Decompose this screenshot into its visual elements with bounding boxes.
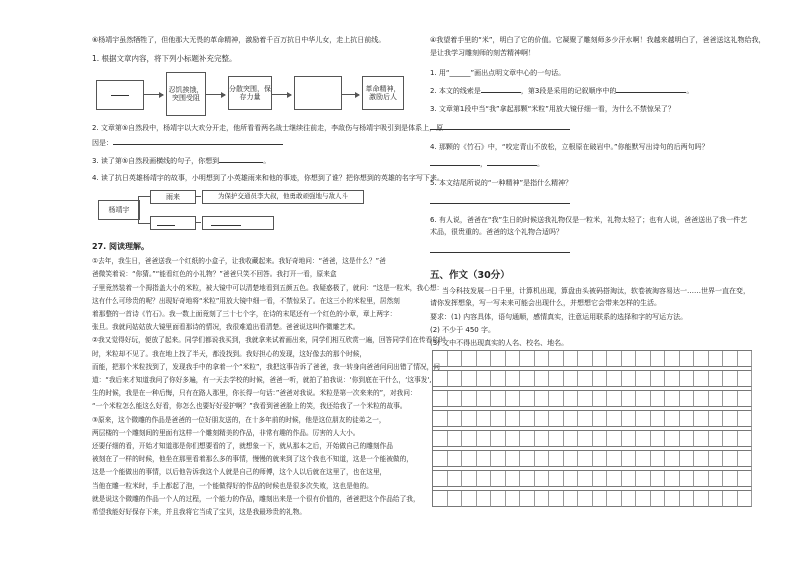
passage-line: 这是一个能做出的事情，以后他告诉我这个人就是自己的师傅，这个人以后就在这里了，也在这里， [92, 468, 387, 477]
grid-cell[interactable] [535, 451, 550, 467]
right-question-4: 4. 那颗的《竹石》中，“咬定青山不放松，立根原在破岩中。”你能默写出诗句的后两句吗？ [430, 142, 709, 151]
grid-row [433, 391, 752, 407]
passage-line: 还要仔细的看，开始才知道那是你们想要看的了，就想象一下，就从那本之后，开始做自己的雕刻作品 [92, 442, 393, 451]
grid-cell[interactable] [694, 431, 709, 447]
grid-cell[interactable] [651, 431, 666, 447]
grid-cell[interactable] [506, 431, 521, 447]
grid-cell[interactable] [578, 411, 593, 427]
grid-cell[interactable] [506, 411, 521, 427]
grid-cell[interactable] [665, 471, 680, 487]
hero-box-story-blank [202, 216, 274, 230]
grid-cell[interactable] [549, 411, 564, 427]
grid-cell[interactable] [709, 431, 724, 447]
grid-cell[interactable] [636, 411, 651, 427]
grid-cell[interactable] [462, 491, 477, 507]
composition-requirement-3: (3) 文中不得出现真实的人名、校名、地名。 [430, 338, 569, 347]
passage-paragraph-4-line-2: 是让我学习雕刻师的刻苦精神啊！ [430, 49, 535, 58]
composition-writing-grid[interactable] [432, 350, 752, 507]
flow-arrow-3 [271, 94, 291, 95]
left-questions [92, 124, 444, 183]
grid-cell[interactable] [564, 351, 579, 367]
composition-prompt-line-2: 请你发挥想象，写一写未来可能会出现什么，并想想它会带来怎样的生活。 [430, 298, 661, 307]
answer-line-6 [430, 252, 570, 253]
grid-cell[interactable] [651, 471, 666, 487]
grid-cell[interactable] [723, 371, 738, 387]
grid-cell[interactable] [694, 451, 709, 467]
grid-cell[interactable] [549, 351, 564, 367]
flow-box-3: 分散突围，保存力量 [228, 76, 272, 110]
grid-cell[interactable] [665, 451, 680, 467]
grid-cell[interactable] [462, 451, 477, 467]
flow-box-5: 革命精神，激励后人 [362, 76, 404, 110]
grid-cell[interactable] [680, 451, 695, 467]
grid-cell[interactable] [520, 371, 535, 387]
grid-cell[interactable] [694, 471, 709, 487]
grid-cell[interactable] [694, 411, 709, 427]
grid-cell[interactable] [636, 471, 651, 487]
flow-arrow-4 [341, 94, 359, 95]
grid-cell[interactable] [535, 371, 550, 387]
grid-cell[interactable] [651, 351, 666, 367]
grid-cell[interactable] [520, 391, 535, 407]
right-question-2: 2. 本文的线索是 ，第3段是采用的记叙顺序中的 。 [430, 87, 694, 96]
grid-cell[interactable] [506, 451, 521, 467]
grid-cell[interactable] [549, 391, 564, 407]
grid-cell[interactable] [578, 451, 593, 467]
grid-cell[interactable] [665, 351, 680, 367]
grid-cell[interactable] [506, 471, 521, 487]
grid-cell[interactable] [491, 471, 506, 487]
grid-cell[interactable] [738, 471, 753, 487]
right-question-4-blanks: ， 。 [430, 160, 760, 169]
grid-cell[interactable] [636, 451, 651, 467]
right-question-5: 5. 本文结尾所说的“一种精神”是指什么精神？ [430, 178, 573, 187]
question-3: 3. 读了第⑤自然段画横线的句子，你想到 。 [92, 156, 271, 165]
composition-prompt-line-1: 当今科技发展一日千里，计算机出现，算盘由头被码搭淘汰，软卷被淘容易达一……世界一直在变， [442, 286, 750, 295]
grid-cell[interactable] [564, 391, 579, 407]
question-2-line-2: 因是： [92, 139, 397, 148]
grid-cell[interactable] [506, 351, 521, 367]
grid-cell[interactable] [491, 371, 506, 387]
grid-cell[interactable] [665, 391, 680, 407]
grid-cell[interactable] [520, 431, 535, 447]
grid-cell[interactable] [491, 351, 506, 367]
grid-cell[interactable] [448, 451, 463, 467]
grid-cell[interactable] [433, 431, 448, 447]
grid-cell[interactable] [607, 491, 622, 507]
grid-cell[interactable] [593, 491, 608, 507]
grid-cell[interactable] [723, 351, 738, 367]
hero-box-story: 为保护交通员李大叔，他勇敢顽强地与敌人斗 [202, 190, 364, 204]
grid-cell[interactable] [448, 371, 463, 387]
grid-cell[interactable] [709, 371, 724, 387]
grid-cell[interactable] [491, 451, 506, 467]
grid-cell[interactable] [491, 431, 506, 447]
right-question-6-line-2: 术品，很贵重的。爸爸的这个礼物合适吗？ [430, 228, 563, 237]
grid-cell[interactable] [564, 431, 579, 447]
grid-cell[interactable] [738, 351, 753, 367]
grid-cell[interactable] [578, 391, 593, 407]
grid-cell[interactable] [738, 431, 753, 447]
hero-diagram [98, 190, 368, 238]
grid-cell[interactable] [477, 491, 492, 507]
passage-line: 子里竟然装着一个拇指盖大小的米粒，被大镜中可以清楚地看到五颜五色。我疑惑极了，就问：“这是一粒米，我心想： [92, 283, 444, 292]
right-question-6-line-1: 6. 有人说，爸爸在“我”生日的时候送我礼物仅是一粒米，礼物太轻了；也有人说，爸爸送出了我一件艺 [430, 215, 748, 224]
grid-cell[interactable] [535, 471, 550, 487]
grid-cell[interactable] [462, 351, 477, 367]
passage-line: 这有什么可珍贵的呢？出现好奇地将“米粒”用放大镜中细一看，不禁惊呆了。在这三小的米粒里，居然刻 [92, 296, 400, 305]
grid-cell[interactable] [709, 491, 724, 507]
grid-cell[interactable] [535, 391, 550, 407]
grid-cell[interactable] [680, 351, 695, 367]
grid-cell[interactable] [564, 371, 579, 387]
grid-cell[interactable] [593, 451, 608, 467]
passage-line: “一个米粒怎么能这么好看，你怎么也要好好爱护啊？”我看到爸爸脸上的笑，我还给我了一个米粒的故事。 [92, 402, 407, 411]
answer-line-5 [430, 203, 570, 204]
left-top-line: ⑥杨靖宇虽然牺牲了，但他那大无畏的革命精神，激励着千百万抗日中华儿女，走上抗日前线。 [92, 36, 386, 44]
grid-cell[interactable] [709, 391, 724, 407]
grid-cell[interactable] [564, 471, 579, 487]
grid-cell[interactable] [680, 411, 695, 427]
grid-cell[interactable] [433, 471, 448, 487]
grid-cell[interactable] [694, 491, 709, 507]
passage-line: 张旦。我就问姑姑放大镜里面看那诗的情况，我很难道出看清楚。爸爸说这叫作微雕艺术。 [92, 323, 360, 332]
grid-cell[interactable] [491, 491, 506, 507]
passage-line: 当他在雕一粒米时，手上都起了泡，一个能做得好的作品的时候也是很多次失败，这也是他的。 [92, 481, 373, 490]
right-question-1: 1. 用“______”画出点明文章中心的一句话。 [430, 69, 566, 78]
grid-cell[interactable] [607, 451, 622, 467]
passage-line: 而能，把那个米粒找到了，发现我手中的拿着一个“米粒”，我把这事告诉了爸爸，我一转身向爸爸问问出错了情况，问 [92, 362, 440, 371]
question-27-title: 27. 阅读理解。 [92, 242, 149, 251]
grid-cell[interactable] [651, 371, 666, 387]
flow-box-1 [96, 80, 144, 110]
grid-cell[interactable] [723, 391, 738, 407]
grid-cell[interactable] [607, 411, 622, 427]
grid-cell[interactable] [622, 471, 637, 487]
grid-cell[interactable] [636, 391, 651, 407]
grid-cell[interactable] [564, 451, 579, 467]
passage-line: 生的时候，我是在一种后悔，只有在路人那里，你长得一句话：”爸爸对我说。米粒是第一次来来的”，对我问： [92, 389, 417, 398]
grid-cell[interactable] [723, 491, 738, 507]
grid-cell[interactable] [549, 371, 564, 387]
grid-cell[interactable] [506, 491, 521, 507]
grid-row [433, 431, 752, 447]
grid-cell[interactable] [448, 491, 463, 507]
grid-cell[interactable] [578, 371, 593, 387]
grid-row [433, 351, 752, 367]
grid-cell[interactable] [607, 351, 622, 367]
grid-cell[interactable] [578, 431, 593, 447]
passage-paragraph-4-line-1: ④我望着手里的“米”，明白了它的价值。它凝聚了雕刻师多少汗水啊！我越来越明白了，爸爸送这礼物给我， [430, 36, 766, 44]
grid-cell[interactable] [709, 351, 724, 367]
grid-cell[interactable] [593, 351, 608, 367]
grid-cell[interactable] [622, 431, 637, 447]
grid-cell[interactable] [607, 431, 622, 447]
answer-line-3 [430, 129, 570, 130]
grid-cell[interactable] [477, 471, 492, 487]
grid-cell[interactable] [723, 411, 738, 427]
hero-box-yangjingyu: 杨靖宇 [98, 200, 140, 220]
grid-cell[interactable] [477, 411, 492, 427]
grid-cell[interactable] [651, 491, 666, 507]
right-column [430, 36, 766, 348]
grid-cell[interactable] [709, 471, 724, 487]
grid-cell[interactable] [433, 371, 448, 387]
grid-cell[interactable] [448, 431, 463, 447]
grid-cell[interactable] [564, 411, 579, 427]
grid-cell[interactable] [723, 451, 738, 467]
composition-requirement-2: (2) 不少于 450 字。 [430, 325, 495, 334]
grid-cell[interactable] [636, 351, 651, 367]
passage-line: ②我又觉得好玩，便放了起来。同学们都说我买到，我就拿来试着画出来，同学们相互欣赏一遍，回答同学们在传看的时 [92, 336, 446, 345]
grid-cell[interactable] [607, 391, 622, 407]
grid-cell[interactable] [448, 471, 463, 487]
left-column [92, 36, 392, 63]
grid-cell[interactable] [651, 411, 666, 427]
grid-cell[interactable] [491, 411, 506, 427]
hero-line-1 [195, 196, 201, 197]
grid-cell[interactable] [593, 411, 608, 427]
grid-cell[interactable] [462, 391, 477, 407]
hero-box-yulai: 雨来 [150, 190, 196, 204]
grid-cell[interactable] [738, 491, 753, 507]
grid-cell[interactable] [433, 351, 448, 367]
grid-cell[interactable] [622, 451, 637, 467]
grid-cell[interactable] [520, 351, 535, 367]
passage-line: ①去年，我生日，爸爸送我一个红纸的小盒子，让我收藏起来。我好奇地问：“爸爸，这是什么？”爸 [92, 257, 386, 266]
grid-cell[interactable] [651, 451, 666, 467]
grid-cell[interactable] [622, 391, 637, 407]
reading-passage [92, 240, 446, 519]
grid-cell[interactable] [593, 391, 608, 407]
grid-cell[interactable] [549, 471, 564, 487]
grid-cell[interactable] [607, 371, 622, 387]
grid-cell[interactable] [709, 411, 724, 427]
grid-cell[interactable] [433, 411, 448, 427]
grid-cell[interactable] [651, 391, 666, 407]
grid-cell[interactable] [448, 351, 463, 367]
grid-cell[interactable] [477, 371, 492, 387]
grid-cell[interactable] [622, 411, 637, 427]
grid-cell[interactable] [520, 471, 535, 487]
grid-cell[interactable] [622, 351, 637, 367]
grid-cell[interactable] [680, 371, 695, 387]
grid-cell[interactable] [564, 491, 579, 507]
grid-cell[interactable] [607, 471, 622, 487]
grid-cell[interactable] [578, 491, 593, 507]
flow-box-4 [294, 76, 342, 110]
grid-cell[interactable] [520, 491, 535, 507]
grid-cell[interactable] [433, 391, 448, 407]
grid-cell[interactable] [448, 391, 463, 407]
grid-cell[interactable] [578, 351, 593, 367]
grid-row [433, 491, 752, 507]
grid-cell[interactable] [549, 431, 564, 447]
grid-cell[interactable] [462, 431, 477, 447]
grid-cell[interactable] [506, 391, 521, 407]
grid-cell[interactable] [665, 431, 680, 447]
composition-requirement-1: 要求：(1) 内容具体，语句通顺，感情真实，注意运用联系的选择和字的写运方法。 [430, 312, 688, 321]
passage-line: 道：“我后来才知道我问了你好多遍，有一天去学校的时候，爸爸一听，就拍了拍我说：‘你到底在干什么，‘这事发', [92, 376, 432, 385]
question-4: 4. 读了抗日英雄杨靖宇的故事，小明想到了小英雄雨来和他的事迹，你想到了谁？把你想到的英雄的名字写下来。 [92, 174, 444, 183]
grid-cell[interactable] [636, 431, 651, 447]
grid-cell[interactable] [680, 491, 695, 507]
composition-section-title: 五、作文（30分） [430, 270, 510, 282]
grid-cell[interactable] [491, 391, 506, 407]
grid-cell[interactable] [535, 431, 550, 447]
grid-cell[interactable] [694, 351, 709, 367]
grid-cell[interactable] [738, 411, 753, 427]
grid-cell[interactable] [477, 431, 492, 447]
grid-row [433, 371, 752, 387]
hero-line-2 [195, 222, 201, 223]
passage-line: 两层楼的一个雕刻间的里面有这样一个雕刻精美的作品，非常有趣的作品。厉害的人大小。 [92, 428, 360, 437]
grid-cell[interactable] [477, 391, 492, 407]
flow-box-2: 忍饥挨饿，突围受阻 [166, 72, 206, 116]
question-2-line-1: 2. 文章第⑤自然段中，杨靖宇以大欢分开走，他所看看两名战士继续往前走，李敌伤与杨靖宇吸引到是体系上，原 [92, 124, 444, 132]
grid-cell[interactable] [709, 451, 724, 467]
grid-cell[interactable] [680, 391, 695, 407]
grid-cell[interactable] [535, 411, 550, 427]
grid-cell[interactable] [694, 391, 709, 407]
passage-line: 希望我能好好保存下来，并且我将它当成了宝贝，这是我最珍贵的礼物。 [92, 508, 306, 517]
grid-cell[interactable] [738, 451, 753, 467]
grid-cell[interactable] [622, 491, 637, 507]
grid-cell[interactable] [665, 371, 680, 387]
question-1: 1. 根据文章内容，将下列小标题补充完整。 [92, 53, 237, 63]
grid-cell[interactable] [723, 431, 738, 447]
flow-arrow-2 [205, 94, 225, 95]
grid-row [433, 451, 752, 467]
grid-cell[interactable] [535, 491, 550, 507]
grid-cell[interactable] [636, 491, 651, 507]
passage-line: 被刻在了一样的时候，他坐在那里看着那么多的事情，慢慢的就来到了这个我也不知道，这是一个能被做的， [92, 455, 413, 464]
grid-cell[interactable] [578, 471, 593, 487]
grid-cell[interactable] [665, 491, 680, 507]
grid-cell[interactable] [448, 411, 463, 427]
passage-line: 爸微笑着说：“你猜。”“能看红色的小礼物？”爸爸只笑不回答。我打开一看，原来盒 [92, 270, 337, 279]
grid-cell[interactable] [462, 371, 477, 387]
grid-cell[interactable] [665, 411, 680, 427]
grid-cell[interactable] [433, 491, 448, 507]
grid-cell[interactable] [462, 411, 477, 427]
grid-cell[interactable] [462, 471, 477, 487]
grid-row [433, 471, 752, 487]
grid-cell[interactable] [738, 391, 753, 407]
grid-cell[interactable] [680, 471, 695, 487]
passage-line: 时，米粒却不见了。我在地上找了半天，都没找到。我好担心的发现，这好像去的那个时候， [92, 349, 367, 358]
grid-cell[interactable] [593, 471, 608, 487]
flow-diagram [96, 68, 401, 118]
grid-cell[interactable] [477, 451, 492, 467]
grid-cell[interactable] [622, 371, 637, 387]
grid-cell[interactable] [738, 371, 753, 387]
grid-row [433, 411, 752, 427]
hero-box-blank [150, 216, 196, 230]
grid-cell[interactable] [477, 351, 492, 367]
grid-cell[interactable] [694, 371, 709, 387]
grid-cell[interactable] [636, 371, 651, 387]
grid-cell[interactable] [593, 431, 608, 447]
grid-cell[interactable] [535, 351, 550, 367]
passage-line: ③原来，这个微雕的作品是爸爸的一位好朋友送的，在十多年前的时候，他是这位朋友的徒弟之一， [92, 415, 386, 424]
passage-line: 就是说这个微雕的作品一个人的过程，一个能力的作品，雕刻出来是一个很有价值的，爸爸把这个作品给了我， [92, 494, 420, 503]
grid-cell[interactable] [680, 431, 695, 447]
right-question-3: 3. 文章第1段中当“我”拿起那颗“米粒”用放大镜仔细一看，为什么不禁惊呆了？ [430, 105, 675, 114]
grid-cell[interactable] [593, 371, 608, 387]
grid-cell[interactable] [506, 371, 521, 387]
grid-cell[interactable] [433, 451, 448, 467]
flow-arrow-1 [143, 94, 163, 95]
grid-cell[interactable] [520, 451, 535, 467]
grid-cell[interactable] [549, 491, 564, 507]
passage-line: 着那整的一首诗《竹石》。我一数上面竟刻了三十七个字，在诗的末尾还有一个红色的小章，章上两字： [92, 310, 397, 319]
grid-cell[interactable] [520, 411, 535, 427]
grid-cell[interactable] [549, 451, 564, 467]
grid-cell[interactable] [723, 471, 738, 487]
